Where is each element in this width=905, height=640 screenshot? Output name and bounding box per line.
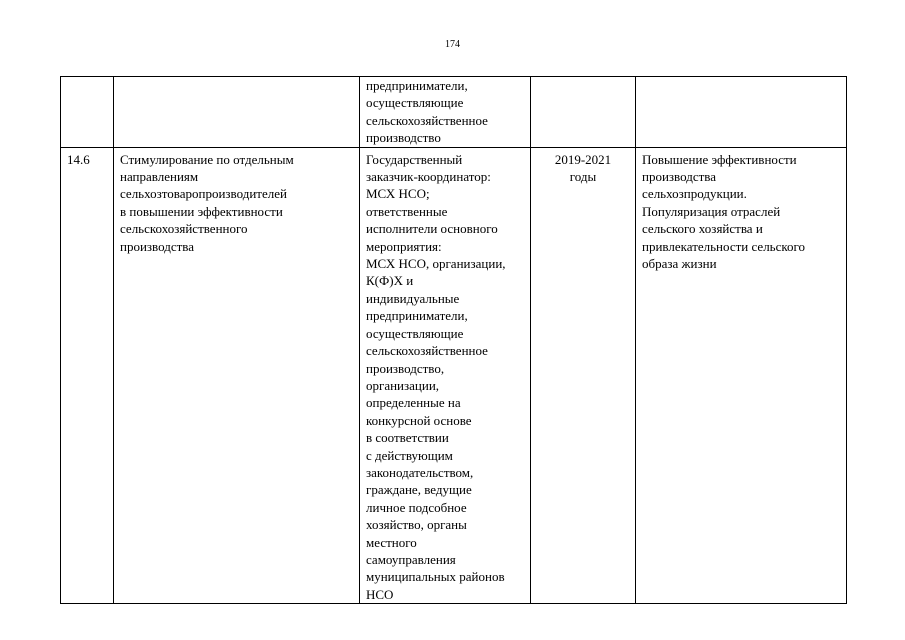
text-line: сельхозпродукции. [642, 186, 747, 202]
text-line: Повышение эффективности [642, 151, 797, 167]
cell-result [636, 77, 847, 148]
table-row [61, 147, 847, 604]
text-line: определенные на [366, 395, 461, 411]
cell-name [114, 147, 360, 604]
text-line: в повышении эффективности [120, 203, 283, 219]
text-line: направлениям [120, 169, 199, 185]
text-line: конкурсной основе [366, 412, 472, 428]
text-line: заказчик-координатор: [366, 169, 491, 185]
text-line: сельского хозяйства и [642, 221, 763, 237]
text-line: организации, [366, 377, 440, 393]
text-line: осуществляющие [366, 95, 464, 111]
text-line: производство [366, 130, 441, 146]
text-line: личное подсобное [366, 499, 467, 515]
text-line: МСХ НСО, организации, [366, 256, 506, 272]
cell-number [61, 77, 114, 148]
text-line: муниципальных районов [366, 569, 505, 585]
text-line: предприниматели, [366, 78, 468, 93]
text-line: законодательством, [366, 464, 474, 480]
text-line: годы [569, 169, 597, 185]
text-line: местного [366, 534, 417, 550]
text-line: Стимулирование по отдельным [120, 151, 294, 167]
cell-executors [360, 77, 531, 148]
page-number: 174 [445, 39, 460, 50]
text-line: индивидуальные [366, 290, 460, 306]
text-line: в соответствии [366, 430, 449, 446]
text-line: Популяризация отраслей [642, 203, 781, 219]
text-line: с действующим [366, 447, 453, 463]
text-line: производства [120, 238, 195, 254]
text-line: производства [642, 169, 717, 185]
text-line: осуществляющие [366, 325, 464, 341]
text-line: сельхозтоваропроизводителей [120, 186, 287, 202]
text-line: предприниматели, [366, 308, 468, 324]
measures-table [60, 76, 847, 604]
text-line: Государственный [366, 151, 463, 167]
text-line: сельскохозяйственного [120, 221, 248, 237]
text-line: образа жизни [642, 256, 717, 272]
text-line: МСХ НСО; [366, 186, 430, 202]
cell-name [114, 77, 360, 148]
cell-result [636, 147, 847, 604]
text-line: привлекательности сельского [642, 238, 806, 254]
text-line: сельскохозяйственное [366, 343, 488, 359]
text-line: граждане, ведущие [366, 482, 472, 498]
text-line: ответственные [366, 203, 448, 219]
text-line: НСО [366, 586, 394, 602]
cell-number: 14.6 [61, 147, 114, 604]
table-row [61, 77, 847, 148]
text-line: самоуправления [366, 551, 456, 567]
cell-period [531, 77, 636, 148]
text-line: сельскохозяйственное [366, 112, 488, 128]
text-line: 2019-2021 [554, 151, 612, 167]
text-line: производство, [366, 360, 445, 376]
text-line: мероприятия: [366, 238, 442, 254]
text-line: исполнители основного [366, 221, 498, 237]
cell-executors [360, 147, 531, 604]
text-line: хозяйство, органы [366, 517, 467, 533]
cell-period [531, 147, 636, 604]
text-line: К(Ф)Х и [366, 273, 414, 289]
